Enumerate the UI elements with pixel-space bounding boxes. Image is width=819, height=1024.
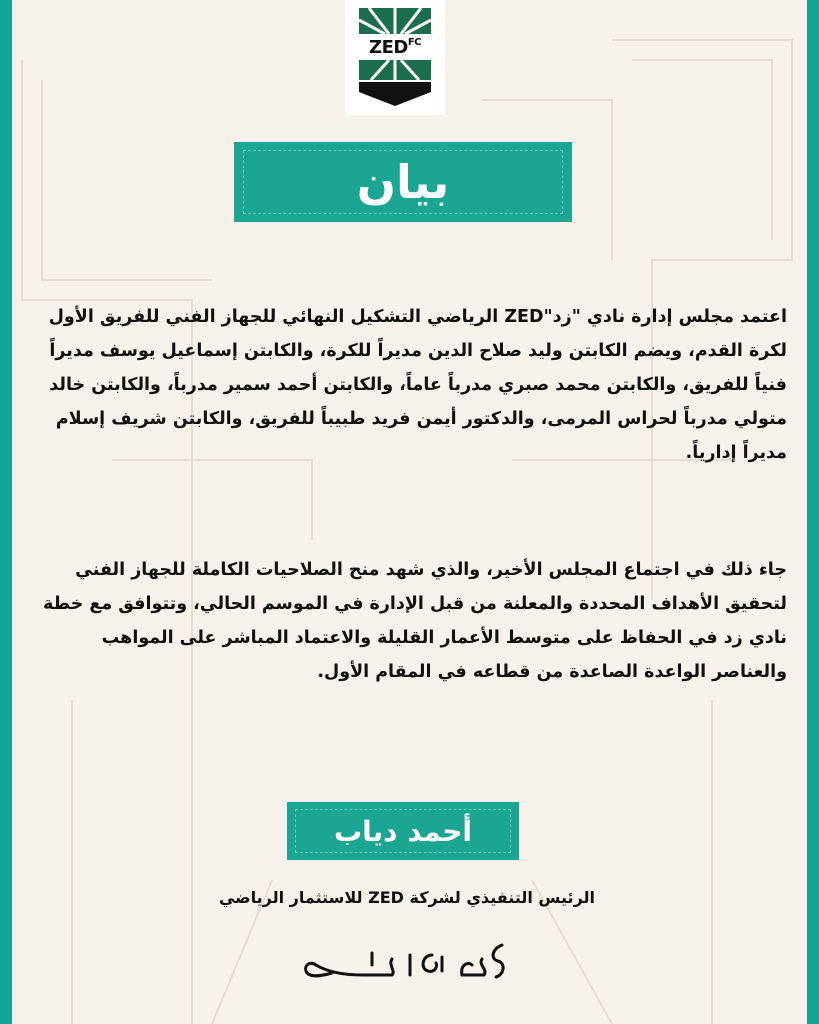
signatory-name-banner xyxy=(287,802,519,860)
logo-wordmark: $ZED^{FC}$ xyxy=(369,37,421,58)
signatory-name: أحمد دياب xyxy=(295,809,511,853)
title-banner xyxy=(234,142,572,222)
club-logo xyxy=(345,0,445,115)
handwritten-signature xyxy=(292,935,522,995)
page-title: بيان xyxy=(243,150,563,214)
statement-paragraph-2: جاء ذلك في اجتماع المجلس الأخير، والذي شهد منح الصلاحيات الكاملة للجهاز الفني لتحقيق الأهداف المحددة والمعلنة من قبل الإدارة في الموسم الحالي، وتتوافق مع خطة نادي زد في الحفاظ على متوسط الأعمار القليلة والاعتماد المباشر على المواهب والعناصر الواعدة الصاعدة من قطاعه في المقام الأول. xyxy=(43,560,787,682)
statement-page xyxy=(12,0,807,1024)
signatory-role: الرئيس التنفيذي لشركة ZED للاستثمار الرياضي xyxy=(218,888,596,907)
statement-paragraph-1: اعتمد مجلس إدارة نادي "زد"ZED الرياضي التشكيل النهائي للجهاز الفني للفريق الأول لكرة القدم، ويضم الكابتن وليد صلاح الدين مديراً للكرة، والكابتن إسماعيل يوسف مديراً فنياً للفريق، والكابتن محمد صبري مدرباً عاماً، والكابتن أحمد سمير مدرباً، والكابتن خالد متولي مدرباً لحراس المرمى، والدكتور أيمن فريد طبيباً للفريق، والكابتن شريف إسلام مديراً إدارياً. xyxy=(48,307,787,463)
